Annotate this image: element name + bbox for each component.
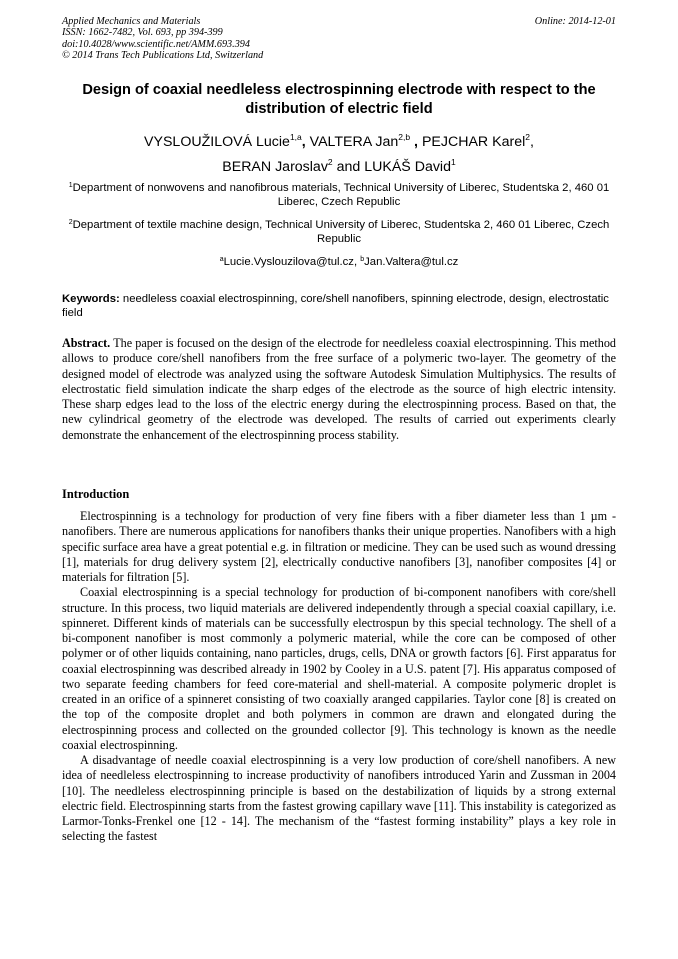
keywords-text: needleless coaxial electrospinning, core/shell nanofibers, spinning electrode, design, electrostatic field [62,293,609,320]
journal-name: Applied Mechanics and Materials [62,16,201,27]
doi-line: doi:10.4028/www.scientific.net/AMM.693.394 [62,38,250,50]
author-name: LUKÁŠ David [364,159,451,175]
paragraph: A disadvantage of needle coaxial electrospinning is a very low production of core/shell nanofibers. A new idea of needleless electrospinning to increase productivity of nanofibers introduced Yarin and Zussman in 2004 [10]. The needleless electrospinning principle is based on the destabilization of liquids by a strong external electric field. Electrospinning starts from the fastest growing capillary wave [11]. This instability is categorized as Larmor-Tonks-Frenkel one [12 - 14]. The mechanism of the “fastest forming instability” plays a key role in selecting the fastest [62,753,616,844]
affiliation-2 [62,219,616,247]
keywords-section [62,292,616,320]
email-marker: b [360,256,365,263]
author-conjunction: and [336,159,361,175]
affiliation-text: Department of nonwovens and nanofibrous materials, Technical University of Liberec, Studentska 2, 460 01 Liberec, Czech Republic [72,182,610,208]
affiliation-text: Department of textile machine design, Technical University of Liberec, Studentska 2, 460 01 Liberec, Czech Republic [72,219,610,245]
author-list [62,130,616,180]
author-affil-marker: 2 [327,157,333,167]
email-line [62,256,616,270]
author-name: PEJCHAR Karel [421,134,526,150]
paragraph: Electrospinning is a technology for production of very fine fibers with a fiber diameter less than 1 µm - nanofibers. There are numerous applications for nanofibers thanks their unique properties. Nanofibers with a high specific surface area have a great potential e.g. in filtration or medicine. They can be used such as wound dressing [1], materials for drug delivery system [2], electrically conductive nanofibers [3], nanofiber composites [4] or materials for filtration [5]. [62,509,616,584]
issn-line: ISSN: 1662-7482, Vol. 693, pp 394-399 [62,27,223,39]
author-affil-marker: 2 [525,132,530,142]
abstract-section [62,336,616,443]
email-address: Jan.Valtera@tul.cz [364,256,459,268]
author-affil-marker: 2,b [398,132,411,142]
paper-title: Design of coaxial needleless electrospinning electrode with respect to the distribution of electric field [82,82,596,117]
author-affil-marker: 1 [450,157,456,167]
author-line-1 [62,130,616,155]
journal-header [62,16,263,62]
author-separator: , [301,134,306,150]
affiliation-1 [62,182,616,210]
introduction-body [62,509,616,845]
affiliation-marker: 2 [68,219,73,226]
author-name: BERAN Jaroslav [222,159,328,175]
author-affil-marker: 1,a [289,132,302,142]
abstract-text: The paper is focused on the design of the electrode for needleless coaxial electrospinning. This method allows to produce core/shell nanofibers from the free surface of a polymeric two-layer. The geometry of the designed model of electrode was analyzed using the software Autodesk Simulation Multiphysics. The results of electrostatic field simulation indicate the sharp edges of the electrode as the source of high electric intensity. These sharp edges lead to the loss of the electric energy during the electrospinning process. Based on that, the new cylindrical geometry of the electrode was developed. The results of carried out experiments clearly demonstrate the enhancement of the electrospinning process stability. [62,336,616,442]
copyright-line: © 2014 Trans Tech Publications Ltd, Switzerland [62,50,264,62]
author-separator: , [529,134,534,150]
paragraph: Coaxial electrospinning is a special technology for production of bi-component nanofibers with core/shell structure. In this process, two liquid materials are delivered independently through a special coaxial capillary, i.e. spinneret. Different kinds of materials can be successfully electrospun by this special technology. The shell of a bi-component nanofiber is most commonly a polymeric material, while the core can be composed of other polymer or of other liquids containing, nano particles, drugs, cells, DNA or growth factors [6]. First apparatus for coaxial electrospinning was described already in 1902 by Cooley in a U.S. patent [7]. His apparatus composed of two separate feeding chambers for feed core-material and shell-material. A composite polymeric droplet is created in an orifice of a spinneret consisting of two coaxially aranged cappilaries. Taylor cone [8] is created on the top of the composite droplet and both polymers in common are drawn and elongated during the electrospinning process and collected on the grounded collector [9]. This technology is known as the needle coaxial electrospinning. [62,585,616,752]
author-line-2 [62,155,616,180]
affiliation-marker: 1 [68,182,73,189]
abstract-label: Abstract. [62,336,111,350]
online-date: Online: 2014-12-01 [534,16,616,27]
email-address: Lucie.Vyslouzilova@tul.cz, [223,256,358,268]
introduction-heading: Introduction [62,487,130,501]
author-name: VALTERA Jan [309,134,399,150]
email-marker: a [219,256,224,263]
keywords-label: Keywords: [62,293,120,305]
author-name: VYSLOUŽILOVÁ Lucie [144,134,290,150]
author-separator: , [414,134,418,150]
